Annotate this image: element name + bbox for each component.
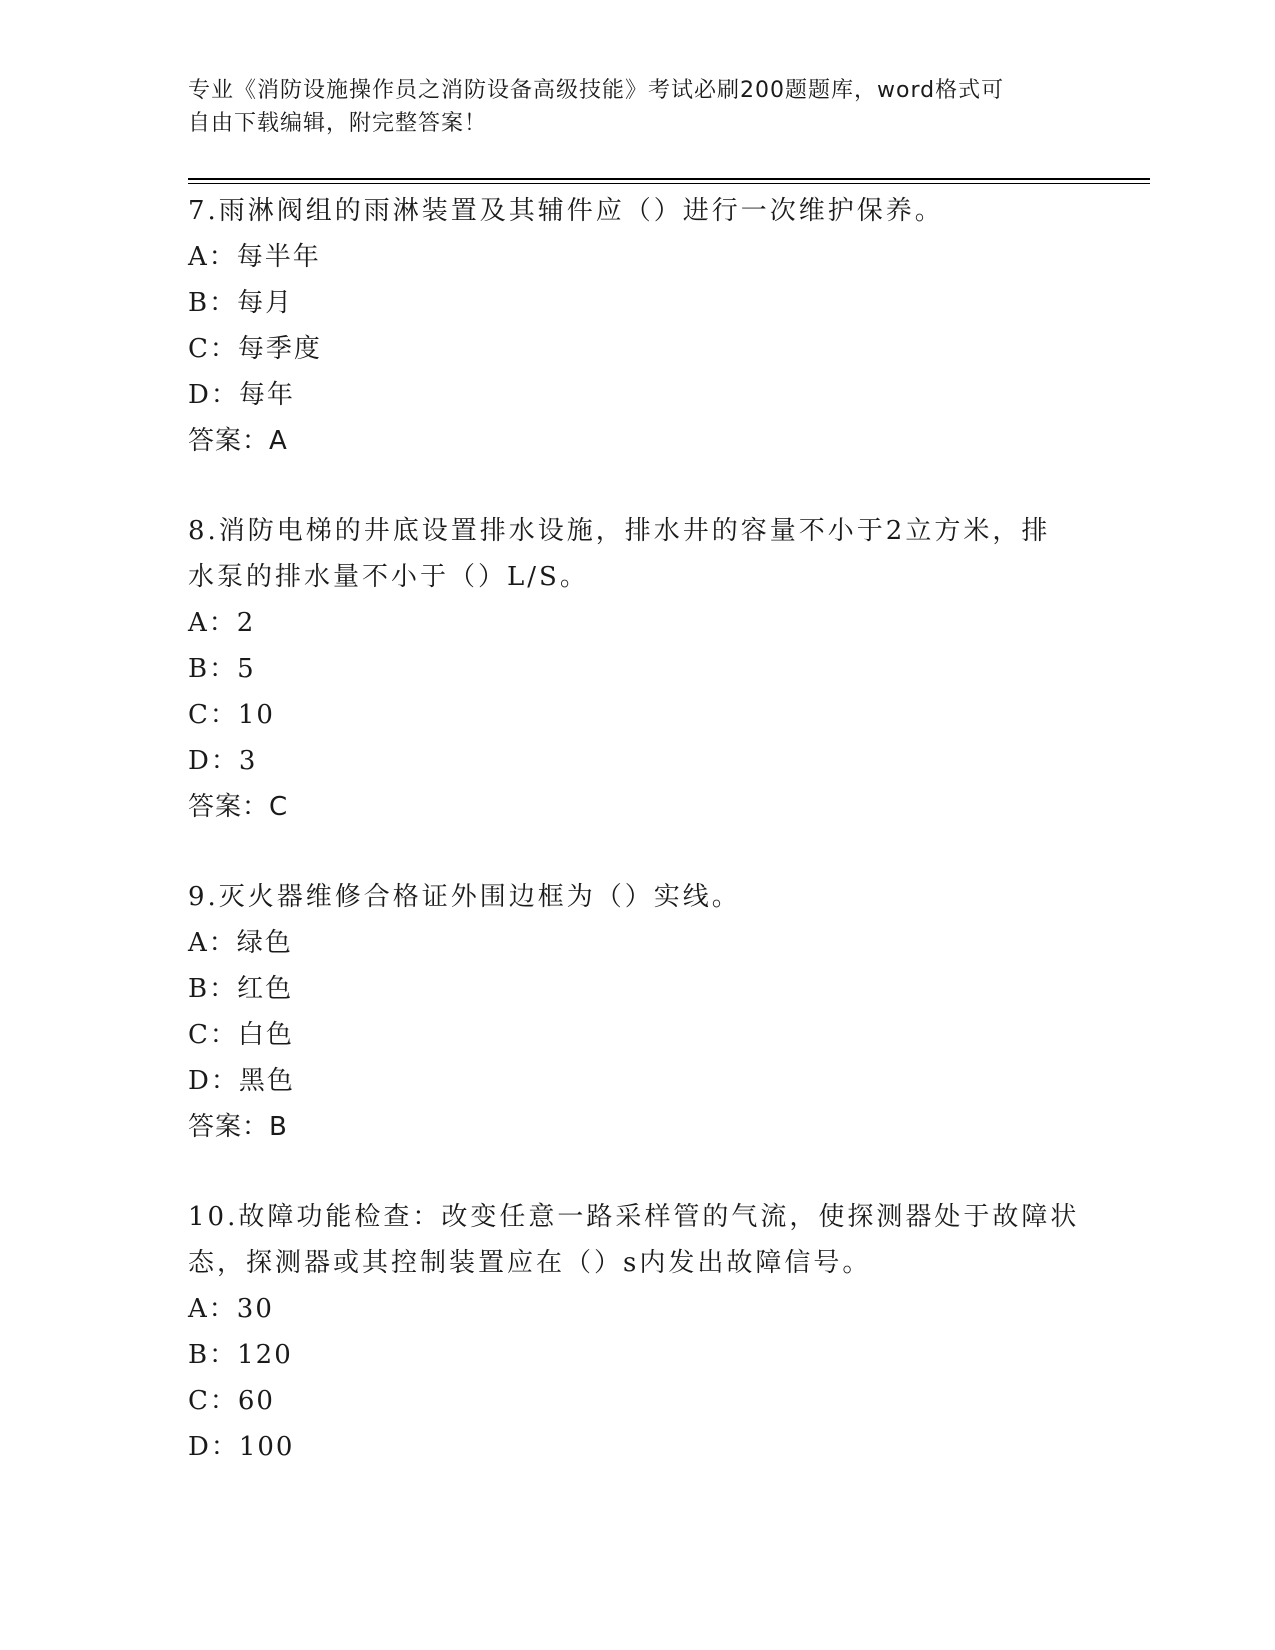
header-divider-thin bbox=[188, 183, 1150, 184]
question-list bbox=[188, 188, 1088, 1514]
question-stem-continued: 态，探测器或其控制装置应在（）s内发出故障信号。 bbox=[188, 1248, 872, 1278]
question-stem: 10.故障功能检查：改变任意一路采样管的气流，使探测器处于故障状 bbox=[188, 1202, 1080, 1232]
question-stem: 7.雨淋阀组的雨淋装置及其辅件应（）进行一次维护保养。 bbox=[188, 196, 944, 226]
option-c: C：60 bbox=[188, 1386, 275, 1416]
option-d: D：3 bbox=[188, 746, 258, 776]
option-d: D：100 bbox=[188, 1432, 295, 1462]
question-8 bbox=[188, 508, 1088, 830]
option-c: C：白色 bbox=[188, 1020, 294, 1050]
question-stem: 8.消防电梯的井底设置排水设施，排水井的容量不小于2立方米，排 bbox=[188, 516, 1051, 546]
question-9 bbox=[188, 874, 1088, 1150]
option-d: D：每年 bbox=[188, 380, 295, 410]
option-a: A：每半年 bbox=[188, 242, 321, 272]
question-stem: 9.灭火器维修合格证外围边框为（）实线。 bbox=[188, 882, 741, 912]
answer-line: 答案：C bbox=[188, 792, 289, 822]
header-divider-thick bbox=[188, 178, 1150, 180]
question-7 bbox=[188, 188, 1088, 464]
option-b: B：红色 bbox=[188, 974, 294, 1004]
header-line-1: 专业《消防设施操作员之消防设备高级技能》考试必刷200题题库，word格式可 bbox=[188, 78, 1005, 103]
option-d: D：黑色 bbox=[188, 1066, 295, 1096]
question-stem-continued: 水泵的排水量不小于（）L/S。 bbox=[188, 562, 589, 592]
option-c: C：10 bbox=[188, 700, 275, 730]
option-b: B：5 bbox=[188, 654, 256, 684]
option-b: B：120 bbox=[188, 1340, 293, 1370]
option-c: C：每季度 bbox=[188, 334, 322, 364]
option-a: A：30 bbox=[188, 1294, 274, 1324]
question-10 bbox=[188, 1194, 1088, 1470]
answer-line: 答案：A bbox=[188, 426, 288, 456]
header-line-2: 自由下载编辑，附完整答案！ bbox=[188, 111, 488, 136]
option-b: B：每月 bbox=[188, 288, 294, 318]
answer-line: 答案：B bbox=[188, 1112, 288, 1142]
document-header bbox=[188, 74, 1068, 140]
option-a: A：绿色 bbox=[188, 928, 293, 958]
option-a: A：2 bbox=[188, 608, 256, 638]
